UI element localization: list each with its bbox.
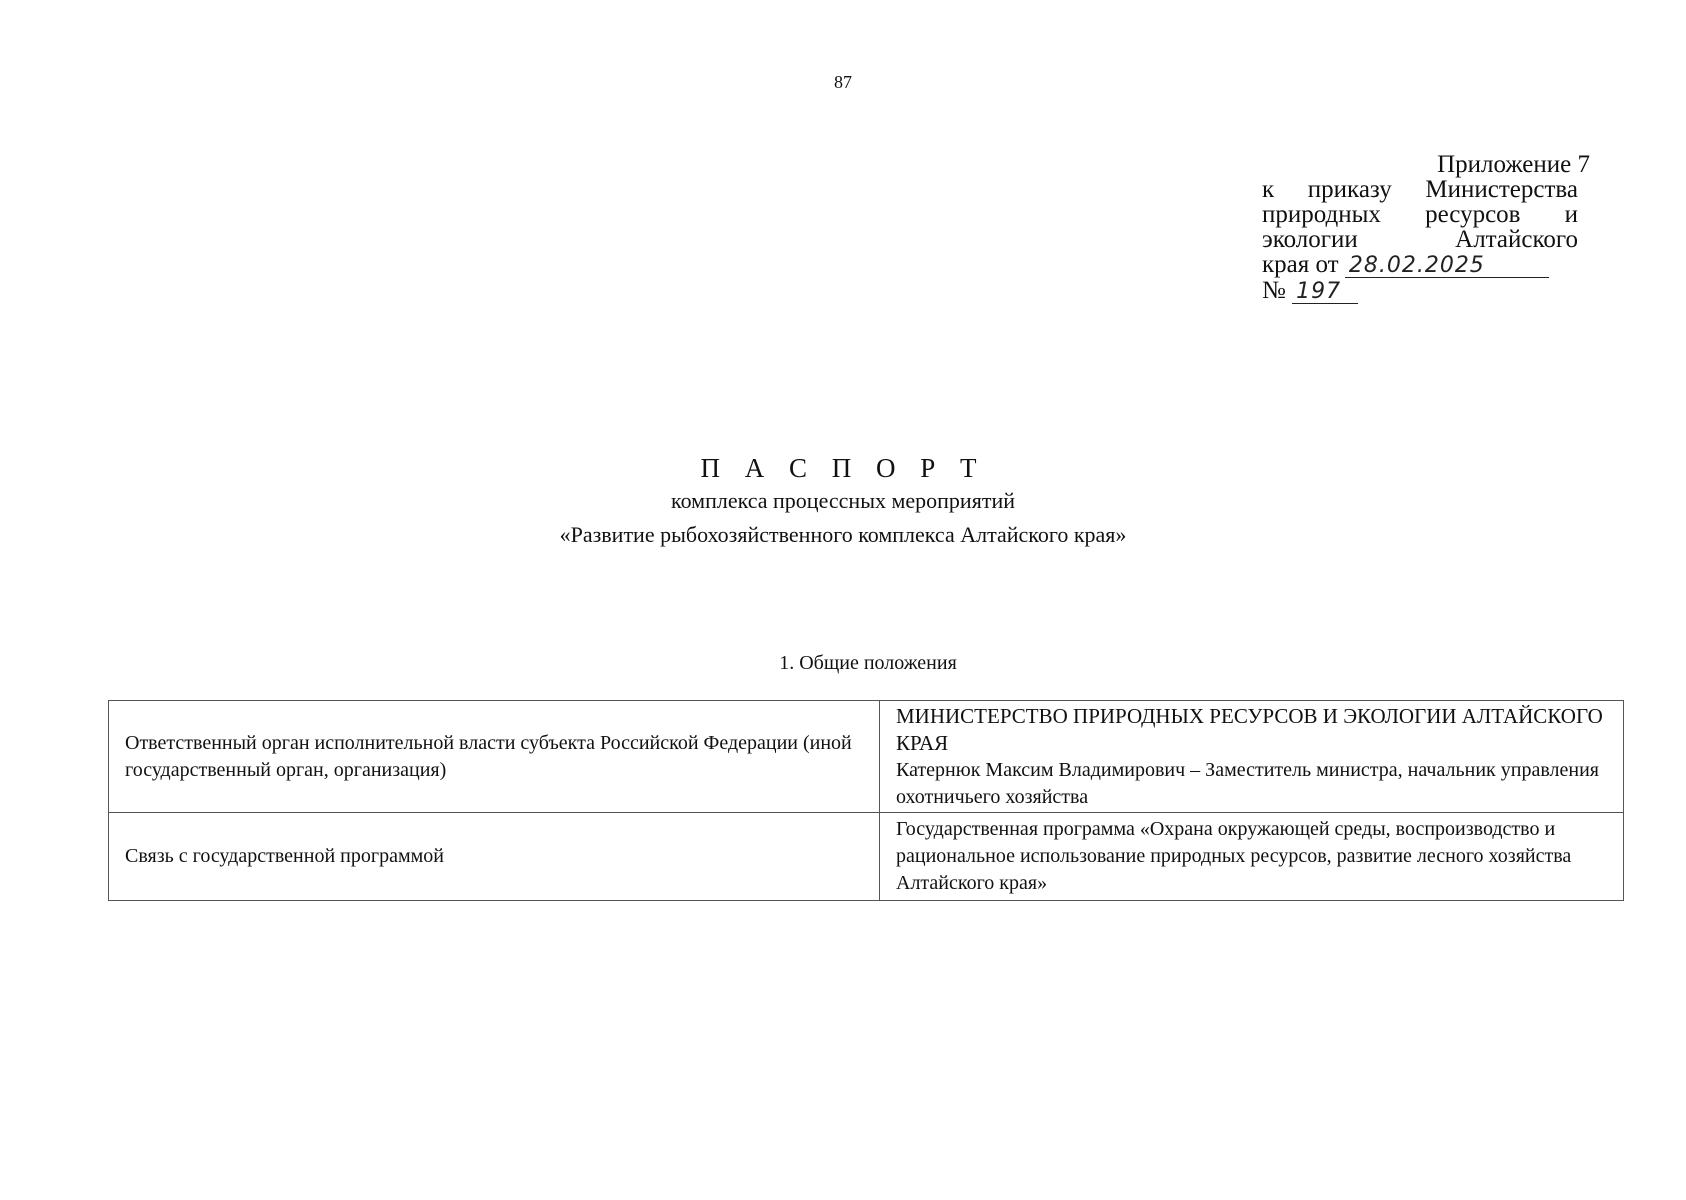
table-row: [109, 701, 1624, 813]
appendix-date-line: [1262, 252, 1578, 278]
title-block: [0, 452, 1686, 552]
appendix-block: [1262, 151, 1590, 304]
document-subtitle-line-2: «Развитие рыбохозяйственного комплекса Алтайского края»: [559, 522, 1127, 547]
handwritten-number: 197: [1292, 281, 1358, 304]
appendix-line-2: к приказу Министерства: [1262, 176, 1578, 203]
appendix-number-line: [1262, 278, 1578, 304]
page-number: 87: [834, 72, 852, 92]
date-prefix: края от: [1262, 251, 1339, 278]
document-title: П А С П О Р Т: [700, 453, 986, 483]
row-value: [880, 701, 1624, 813]
document-subtitle-line-1: комплекса процессных мероприятий: [671, 488, 1015, 513]
responsible-person: Катернюк Максим Владимирович – Заместитель министра, начальник управления охотничьего хозяйства: [896, 758, 1599, 808]
row-label: Ответственный орган исполнительной власти субъекта Российской Федерации (иной государственный орган, организация): [109, 701, 880, 813]
table-row: [109, 813, 1624, 901]
ministry-name: МИНИСТЕРСТВО ПРИРОДНЫХ РЕСУРСОВ И ЭКОЛОГИИ АЛТАЙСКОГО КРАЯ: [896, 703, 1603, 755]
row-label: Связь с государственной программой: [109, 813, 880, 901]
appendix-line-4: экологии Алтайского: [1262, 226, 1578, 253]
passport-table: [108, 700, 1624, 901]
appendix-line-3: природных ресурсов и: [1262, 201, 1578, 228]
number-prefix: №: [1262, 277, 1286, 304]
handwritten-date: 28.02.2025: [1345, 255, 1549, 278]
section-heading: 1. Общие положения: [779, 652, 957, 674]
row-value: Государственная программа «Охрана окружающей среды, воспроизводство и рациональное использование природных ресурсов, развитие лесного хозяйства Алтайского края»: [880, 813, 1624, 901]
appendix-line-1: Приложение 7: [1437, 151, 1590, 178]
